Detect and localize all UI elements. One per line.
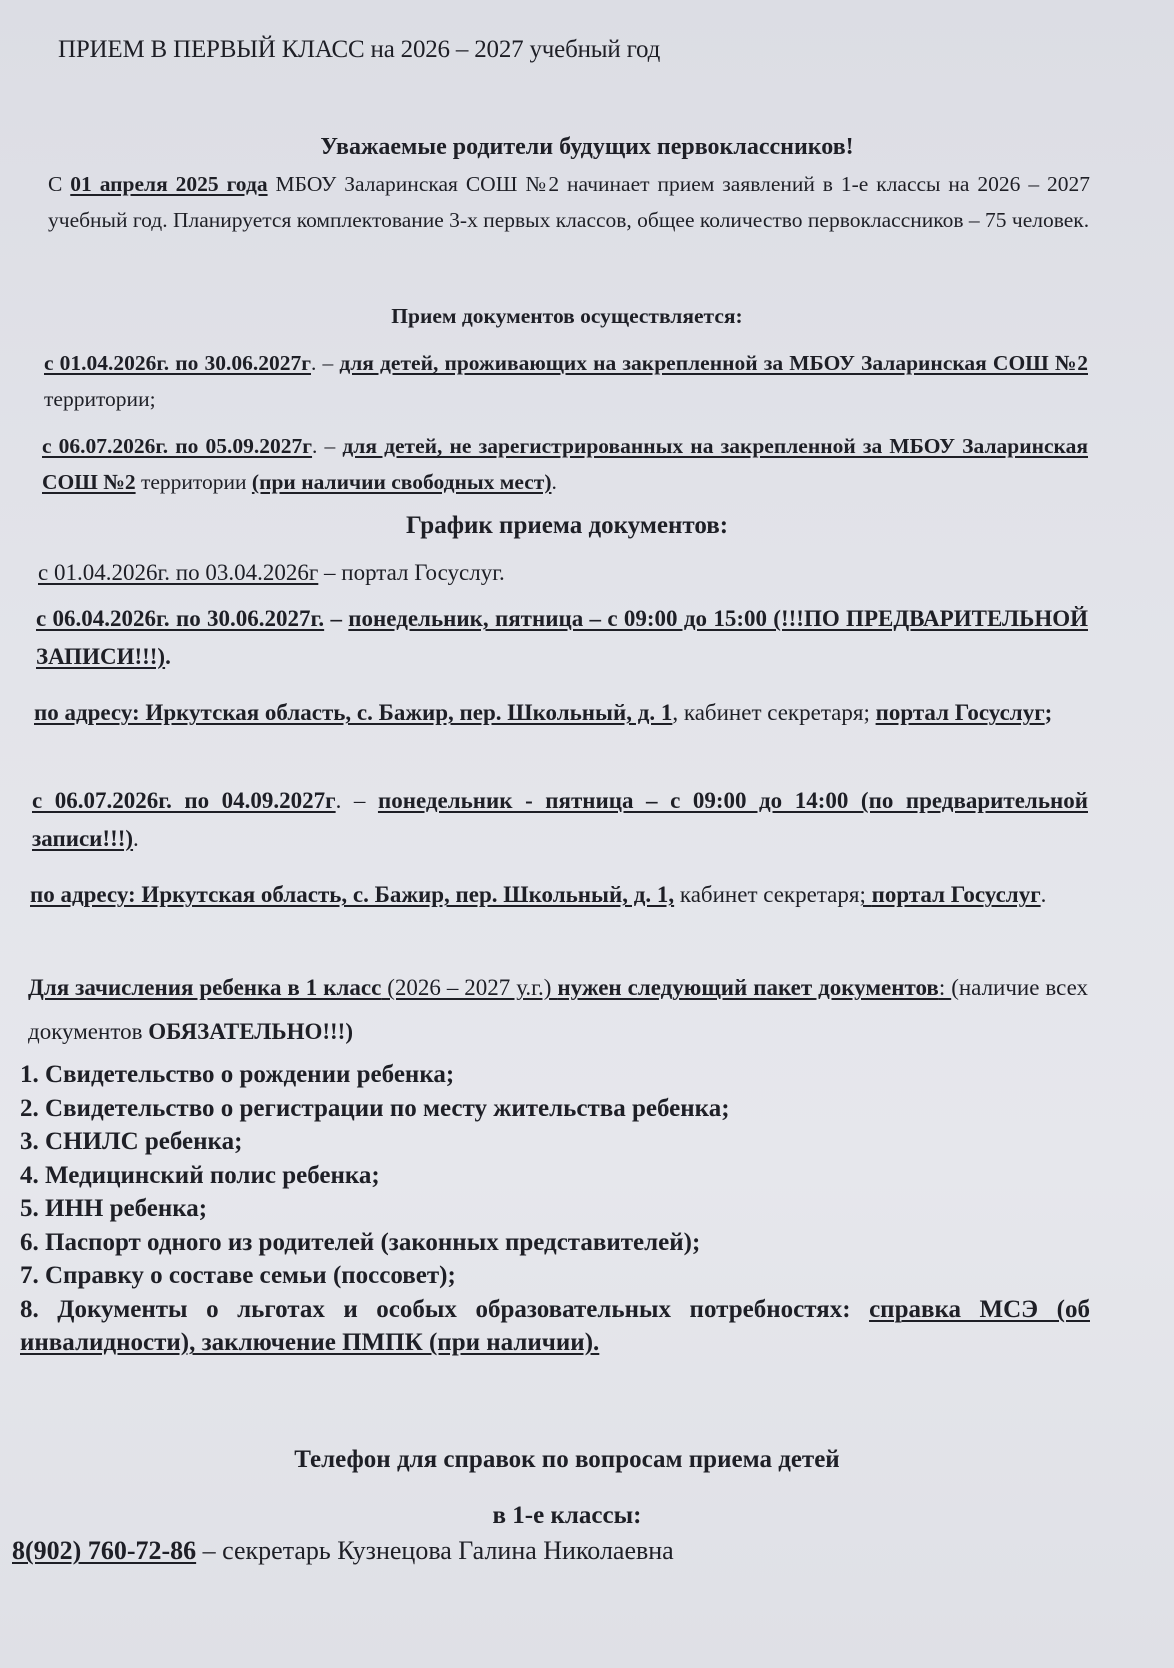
list-item: 7. Справку о составе семьи (поссовет);	[20, 1262, 456, 1289]
doc8-linked: справка МСЭ (об инвалидности), заключение ПМПК (при наличии).	[20, 1295, 1090, 1356]
schedule-1-tail: – портал Госуслуг.	[318, 560, 505, 585]
list-item: 2. Свидетельство о регистрации по месту жительства ребенка;	[20, 1094, 730, 1122]
intro-date: 01 апреля 2025 года	[70, 172, 268, 196]
list-item: 3. СНИЛС ребенка;	[20, 1128, 243, 1155]
schedule-item-3	[32, 782, 1088, 858]
intro-paragraph	[48, 166, 1090, 238]
schedule-1-dates: с 01.04.2026г. по 03.04.2026г	[38, 560, 319, 585]
package-lead: Для зачисления ребенка в 1 класс	[28, 975, 382, 1000]
reception-2-mid: территории	[135, 470, 252, 494]
package-colon: :	[938, 975, 952, 1000]
schedule-2-dates: с 06.04.2026г. по 30.06.2027г.	[36, 606, 325, 631]
schedule-item-2	[36, 600, 1088, 676]
package-paren-close: )	[345, 1019, 354, 1044]
schedule-4-dates: с 06.07.2026г. по 04.09.2027г	[32, 788, 336, 813]
schedule-heading: График приема документов:	[405, 512, 729, 539]
schedule-5-portal: портал Госуслуг	[871, 882, 1041, 907]
reception-2-sep: . –	[312, 434, 343, 458]
contact-heading-line-2: в 1-е классы:	[492, 1502, 642, 1529]
reception-1-tail: территории;	[44, 387, 156, 411]
schedule-2-sep: –	[324, 606, 349, 631]
schedule-3-tail: ;	[1044, 700, 1053, 725]
schedule-3-portal: портал Госуслуг	[875, 700, 1045, 725]
schedule-item-1	[38, 555, 1088, 591]
doc8-prefix: 8. Документы о льготах и особых образовательных потребностях:	[20, 1295, 870, 1323]
reception-1-dates: с 01.04.2026г. по 30.06.2027г	[44, 351, 311, 375]
schedule-address-1	[34, 694, 1088, 732]
schedule-address-2	[30, 876, 1088, 914]
reception-2-dates: с 06.07.2026г. по 05.09.2027г	[42, 434, 313, 458]
list-item	[20, 1293, 1090, 1360]
intro-rest: МБОУ Заларинская СОШ №2 начинает прием заявлений в 1-е классы на 2026 – 2027 учебный год. Планируется комплектование 3-х первых классов, общее количество первоклассников – 75 человек.	[48, 172, 1090, 232]
reception-2-note: (при наличии свободных мест)	[251, 470, 552, 494]
schedule-4-tail: .	[133, 826, 139, 851]
contact-phone: 8(902) 760-72-86	[12, 1536, 197, 1565]
documents-list	[20, 1058, 1090, 1360]
contact-heading	[40, 1432, 1094, 1544]
package-paren-open: (наличие всех документов	[28, 975, 1089, 1044]
reception-period-1	[44, 345, 1088, 417]
schedule-5-semi: ;	[859, 882, 872, 907]
reception-2-who: для детей, не зарегистрированных на закрепленной за МБОУ Заларинская СОШ №2	[42, 434, 1088, 494]
reception-1-who: для детей, проживающих на закрепленной за МБОУ Заларинская СОШ №2	[339, 351, 1088, 375]
reception-heading: Прием документов осуществляется:	[391, 304, 743, 328]
reception-period-2	[42, 428, 1088, 500]
schedule-5-tail: .	[1040, 882, 1047, 907]
reception-1-sep: . –	[311, 351, 340, 375]
reception-2-tail: .	[551, 470, 557, 494]
contact-person: – секретарь Кузнецова Галина Николаевна	[196, 1536, 674, 1565]
package-year: (2026 – 2027 у.г.)	[381, 975, 558, 1000]
schedule-4-hours: понедельник - пятница – с 09:00 до 14:00 (по предварительной записи!!!)	[32, 788, 1088, 851]
schedule-5-mid: кабинет секретаря	[674, 882, 860, 907]
schedule-5-address: по адресу: Иркутская область, с. Бажир, пер. Школьный, д. 1,	[30, 882, 675, 907]
schedule-3-mid: , кабинет секретаря;	[672, 700, 876, 725]
list-item: 6. Паспорт одного из родителей (законных представителей);	[20, 1228, 701, 1256]
schedule-3-address: по адресу: Иркутская область, с. Бажир, пер. Школьный, д. 1	[34, 700, 673, 725]
list-item: 4. Медицинский полис ребенка;	[20, 1161, 380, 1189]
list-item: 5. ИНН ребенка;	[20, 1195, 208, 1222]
package-paragraph	[28, 966, 1088, 1054]
schedule-2-tail: .	[165, 644, 171, 669]
intro-prefix: С	[48, 172, 71, 196]
greeting-heading: Уважаемые родители будущих первоклассников!	[320, 134, 854, 160]
schedule-4-sep: . –	[335, 788, 378, 813]
package-mandatory: ОБЯЗАТЕЛЬНО!!!	[148, 1019, 346, 1044]
schedule-2-hours: понедельник, пятница – с 09:00 до 15:00 (!!!ПО ПРЕДВАРИТЕЛЬНОЙ ЗАПИСИ!!!)	[36, 606, 1088, 669]
package-need: нужен следующий пакет документов	[557, 975, 939, 1000]
list-item: 1. Свидетельство о рождении ребенка;	[20, 1061, 455, 1088]
document-title: ПРИЕМ В ПЕРВЫЙ КЛАСС на 2026 – 2027 учебный год	[58, 36, 661, 63]
contact-phone-line	[12, 1536, 674, 1566]
contact-heading-line-1: Телефон для справок по вопросам приема детей	[294, 1446, 840, 1473]
